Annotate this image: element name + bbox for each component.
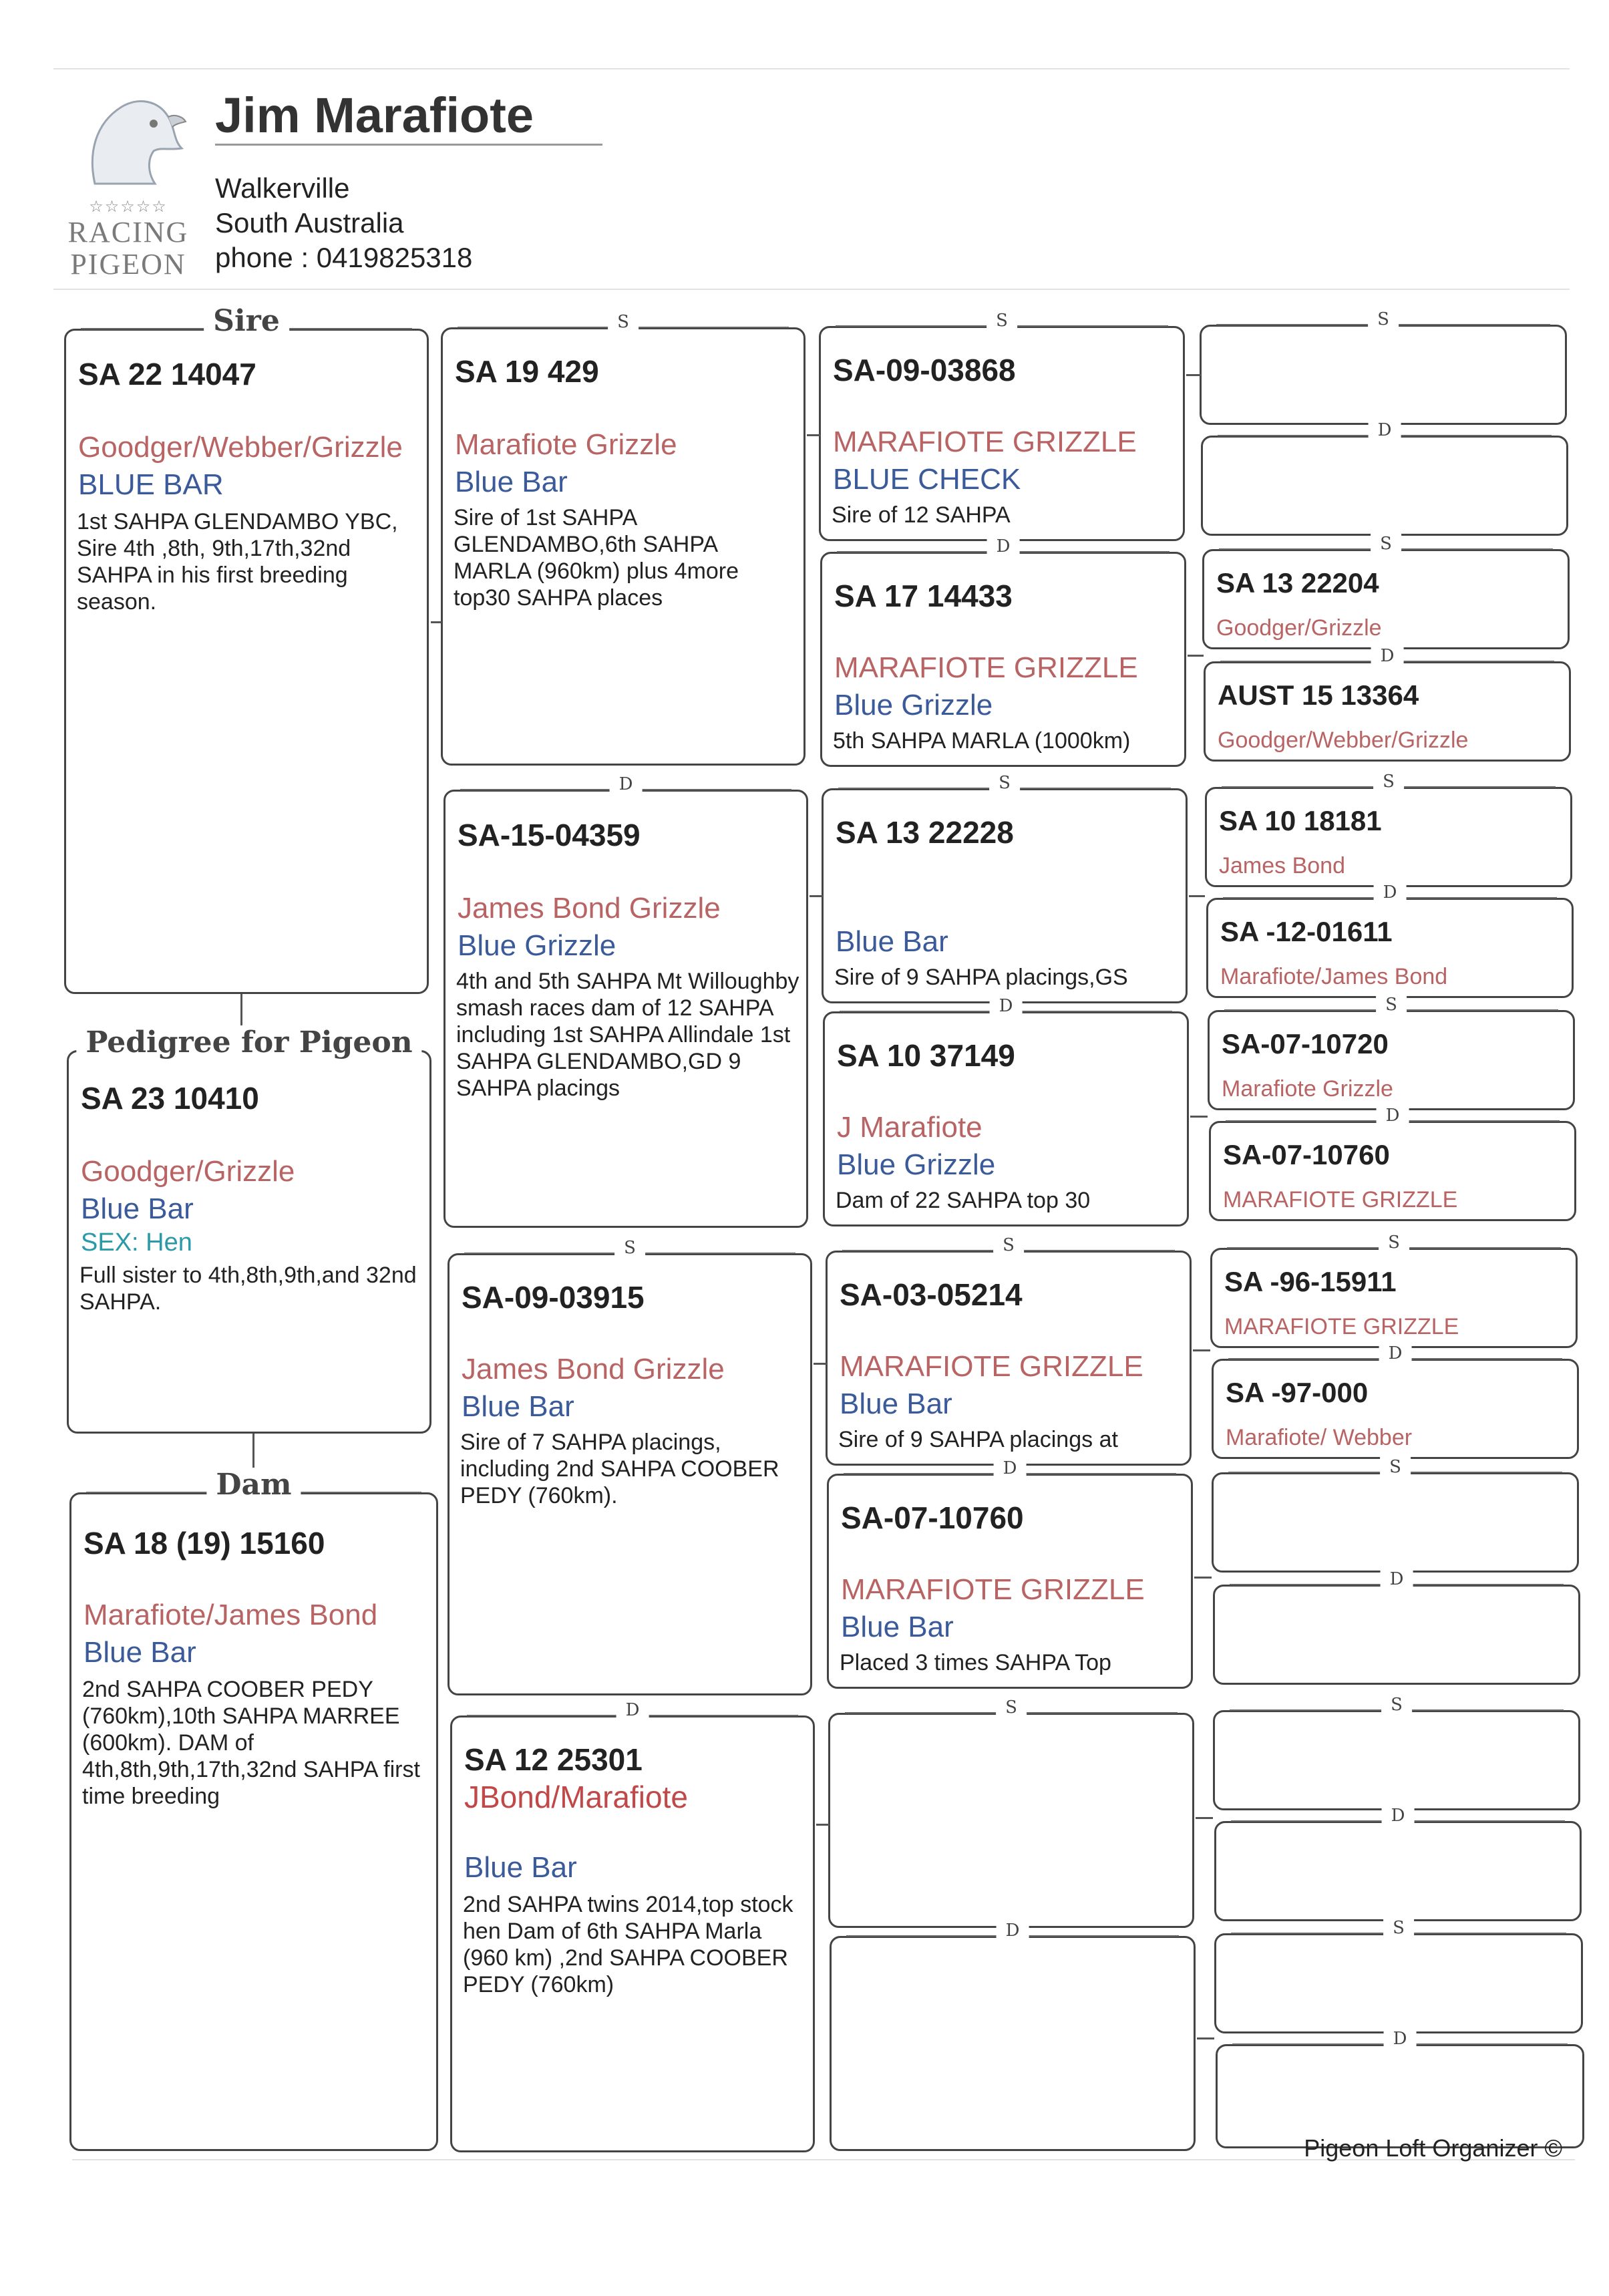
g4-4-strain: Goodger/Webber/Grizzle <box>1218 727 1469 753</box>
subject-color: Blue Bar <box>81 1192 194 1225</box>
dam-tab: D <box>467 1700 798 1727</box>
dss-card <box>826 1235 1192 1466</box>
footer-credit: Pigeon Loft Organizer © <box>1304 2134 1562 2162</box>
sire-dam-strain: James Bond Grizzle <box>458 892 721 925</box>
dam-tab: Dam <box>86 1477 421 1504</box>
dam-dam-card <box>450 1700 815 2152</box>
g4-6-strain: Marafiote/James Bond <box>1220 964 1448 989</box>
dam-tab: D <box>837 536 1170 563</box>
g4-8-strain: MARAFIOTE GRIZZLE <box>1223 1187 1458 1212</box>
g4-7-strain: Marafiote Grizzle <box>1222 1076 1393 1102</box>
ssd-color: Blue Grizzle <box>834 689 993 721</box>
dsd-card <box>827 1458 1193 1689</box>
breeder-suburb: Walkerville <box>215 172 350 204</box>
dam-card <box>69 1468 438 2151</box>
g4-card-5 <box>1205 772 1572 887</box>
g4-card-7 <box>1208 995 1575 1110</box>
sire-sire-note: Sire of 1st SAHPA GLENDAMBO,6th SAHPA MARLA (960km) plus 4more top30 SAHPA places <box>454 505 739 611</box>
sire-tab: S <box>1227 1233 1561 1259</box>
g4-card-4 <box>1204 646 1571 762</box>
dam-tab: D <box>846 1921 1179 1947</box>
sire-sire-ring-number: SA 19 429 <box>455 354 599 389</box>
sire-sire-strain: Marafiote Grizzle <box>455 428 677 461</box>
g4-card-14 <box>1214 1806 1582 1921</box>
sire-tab: S <box>1228 1457 1562 1484</box>
breeder-state: South Australia <box>215 207 404 238</box>
breeder-phone: phone : 0419825318 <box>215 242 473 273</box>
dam-sire-strain: James Bond Grizzle <box>462 1353 725 1385</box>
g4-3-ring-number: SA 13 22204 <box>1216 567 1379 599</box>
g4-card-8 <box>1209 1106 1576 1221</box>
sdd-strain: J Marafiote <box>837 1111 982 1144</box>
dam-ring-number: SA 18 (19) 15160 <box>83 1526 325 1561</box>
dam-note: 2nd SAHPA COOBER PEDY (760km),10th SAHPA MARREE (600km). DAM of 4th,8th,9th,17th,32nd SAHPA first time breeding <box>82 1677 420 1810</box>
g4-4-ring-number: AUST 15 13364 <box>1218 679 1419 711</box>
g4-5-ring-number: SA 10 18181 <box>1219 805 1382 836</box>
sire-strain: Goodger/Webber/Grizzle <box>78 431 403 464</box>
subject-strain: Goodger/Grizzle <box>81 1155 295 1188</box>
sire-sire-card <box>441 312 806 766</box>
dam-sire-color: Blue Bar <box>462 1390 574 1423</box>
dam-tab: D <box>840 996 1172 1023</box>
title-underline <box>215 144 602 146</box>
racing-pigeon-logo <box>61 87 195 281</box>
sire-dam-ring-number: SA-15-04359 <box>458 818 641 852</box>
sire-tab: Sire <box>81 313 412 340</box>
dam-dam-ring-number: SA 12 25301 <box>464 1742 643 1777</box>
g4-card-10 <box>1212 1343 1579 1459</box>
dam-tab: D <box>1218 420 1552 447</box>
logo-stars: ☆☆☆☆☆ <box>89 197 168 216</box>
sss-card <box>819 311 1185 541</box>
g4-5-strain: James Bond <box>1219 853 1345 878</box>
dss-ring-number: SA-03-05214 <box>840 1277 1023 1312</box>
sire-tab: S <box>1222 772 1556 798</box>
sss-ring-number: SA-09-03868 <box>833 353 1016 387</box>
dam-sire-ring-number: SA-09-03915 <box>462 1280 645 1315</box>
sire-sire-color: Blue Bar <box>455 466 568 498</box>
sire-tab: S <box>1230 1695 1564 1721</box>
dam-dam-note: 2nd SAHPA twins 2014,top stock hen Dam of 6th SAHPA Marla (960 km) ,2nd SAHPA COOBER PEDY (760km) <box>463 1892 793 1998</box>
dss-color: Blue Bar <box>840 1387 952 1420</box>
g4-card-6 <box>1206 882 1574 998</box>
dam-tab: D <box>1226 1106 1560 1132</box>
sdd-card <box>823 996 1189 1226</box>
dss-strain: MARAFIOTE GRIZZLE <box>840 1350 1143 1383</box>
pedigree-tab: Pedigree for Pigeon <box>83 1035 415 1061</box>
sire-ring-number: SA 22 14047 <box>78 357 256 391</box>
pigeon-head-icon <box>75 87 188 187</box>
dam-tab: D <box>1232 2029 1568 2056</box>
sds-ring-number: SA 13 22228 <box>836 815 1014 850</box>
ssd-strain: MARAFIOTE GRIZZLE <box>834 651 1138 684</box>
g4-card-1 <box>1200 309 1567 425</box>
sire-tab: S <box>842 1235 1175 1262</box>
connector <box>807 434 820 436</box>
connector <box>1194 1577 1212 1579</box>
ssd-card <box>820 536 1186 767</box>
g4-8-ring-number: SA-07-10760 <box>1223 1139 1390 1170</box>
connector <box>814 1363 827 1365</box>
sire-note: 1st SAHPA GLENDAMBO YBC, Sire 4th ,8th, 9th,17th,32nd SAHPA in his first breeding season. <box>77 509 398 615</box>
g4-card-3 <box>1202 534 1570 649</box>
g4-10-ring-number: SA -97-000 <box>1226 1377 1369 1408</box>
top-rule <box>53 68 1570 69</box>
connector <box>1188 655 1204 657</box>
g4-card-12 <box>1213 1569 1580 1685</box>
g4-card-16 <box>1216 2029 1584 2148</box>
sire-tab: S <box>838 773 1171 800</box>
dsd-note: Placed 3 times SAHPA Top <box>840 1650 1111 1675</box>
sss-note: Sire of 12 SAHPA <box>832 502 1011 528</box>
dam-tab: D <box>1220 646 1554 673</box>
subject-sex: SEX: Hen <box>81 1228 192 1257</box>
ssd-ring-number: SA 17 14433 <box>834 579 1013 613</box>
connector <box>1186 374 1201 376</box>
sire-tab: S <box>836 311 1168 337</box>
sire-tab: S <box>1231 1918 1566 1945</box>
dam-dam-color: Blue Bar <box>464 1851 577 1884</box>
dam-sire-card <box>448 1238 812 1695</box>
dsd-color: Blue Bar <box>841 1611 954 1643</box>
sire-dam-note: 4th and 5th SAHPA Mt Willoughby smash races dam of 12 SAHPA including 1st SAHPA Allindale 1st SAHPA GLENDAMBO,GD 9 SAHPA placings <box>456 969 799 1102</box>
dam-tab: D <box>1223 882 1557 909</box>
g4-7-ring-number: SA-07-10720 <box>1222 1028 1389 1059</box>
dam-tab: D <box>460 774 791 801</box>
dam-tab: D <box>1228 1343 1562 1370</box>
breeder-name: Jim Marafiote <box>215 88 534 143</box>
dam-tab: D <box>1231 1806 1565 1832</box>
subject-card <box>67 1025 431 1434</box>
dam-tab: D <box>844 1458 1176 1485</box>
ddd-card <box>830 1921 1196 2151</box>
g4-card-13 <box>1213 1695 1580 1810</box>
dam-color: Blue Bar <box>83 1636 196 1669</box>
connector <box>810 895 823 897</box>
sds-note: Sire of 9 SAHPA placings,GS <box>834 965 1128 990</box>
g4-card-15 <box>1214 1918 1583 2033</box>
g4-10-strain: Marafiote/ Webber <box>1226 1425 1413 1450</box>
g4-9-ring-number: SA -96-15911 <box>1224 1266 1397 1297</box>
sire-color: BLUE BAR <box>78 468 224 501</box>
g4-card-2 <box>1201 420 1568 536</box>
sds-color: Blue Bar <box>836 925 948 958</box>
dam-sire-note: Sire of 7 SAHPA placings, including 2nd SAHPA COOBER PEDY (760km). <box>460 1430 779 1509</box>
connector <box>1196 1817 1213 1819</box>
sire-tab: S <box>1216 309 1550 336</box>
sdd-color: Blue Grizzle <box>837 1148 996 1181</box>
sire-tab: S <box>1219 534 1553 560</box>
sire-tab: S <box>464 1238 795 1265</box>
sire-dam-card <box>443 774 808 1228</box>
sdd-note: Dam of 22 SAHPA top 30 <box>836 1188 1091 1213</box>
connector <box>1190 1116 1208 1118</box>
dss-note: Sire of 9 SAHPA placings at <box>838 1427 1118 1452</box>
dam-dam-strain: JBond/Marafiote <box>464 1780 688 1814</box>
sire-card <box>64 304 429 994</box>
g4-card-11 <box>1212 1457 1579 1573</box>
g4-3-strain: Goodger/Grizzle <box>1216 615 1382 641</box>
header-rule <box>53 289 1570 290</box>
g4-9-strain: MARAFIOTE GRIZZLE <box>1224 1314 1459 1339</box>
g4-6-ring-number: SA -12-01611 <box>1220 916 1393 947</box>
logo-word-racing: RACING <box>67 216 189 249</box>
connector <box>1197 2037 1214 2039</box>
sss-strain: MARAFIOTE GRIZZLE <box>833 426 1137 458</box>
connector <box>1189 895 1205 897</box>
dam-tab: D <box>1230 1569 1564 1596</box>
sire-tab: S <box>458 312 789 339</box>
sire-dam-color: Blue Grizzle <box>458 929 616 962</box>
sss-color: BLUE CHECK <box>833 463 1021 496</box>
subject-note: Full sister to 4th,8th,9th,and 32nd SAHPA. <box>79 1263 417 1315</box>
subject-ring-number: SA 23 10410 <box>81 1081 259 1116</box>
connector <box>816 1824 830 1826</box>
dds-card <box>828 1697 1194 1928</box>
dsd-strain: MARAFIOTE GRIZZLE <box>841 1573 1145 1606</box>
dsd-ring-number: SA-07-10760 <box>841 1500 1024 1535</box>
sire-tab: S <box>1224 995 1558 1021</box>
sire-tab: S <box>845 1697 1178 1724</box>
sds-card <box>822 773 1188 1003</box>
logo-word-pigeon: PIGEON <box>70 248 186 281</box>
sdd-ring-number: SA 10 37149 <box>837 1038 1015 1073</box>
connector <box>431 621 441 623</box>
dam-strain: Marafiote/James Bond <box>83 1599 378 1631</box>
g4-card-9 <box>1210 1233 1578 1348</box>
ssd-note: 5th SAHPA MARLA (1000km) <box>833 728 1131 754</box>
connector <box>1193 1349 1210 1351</box>
